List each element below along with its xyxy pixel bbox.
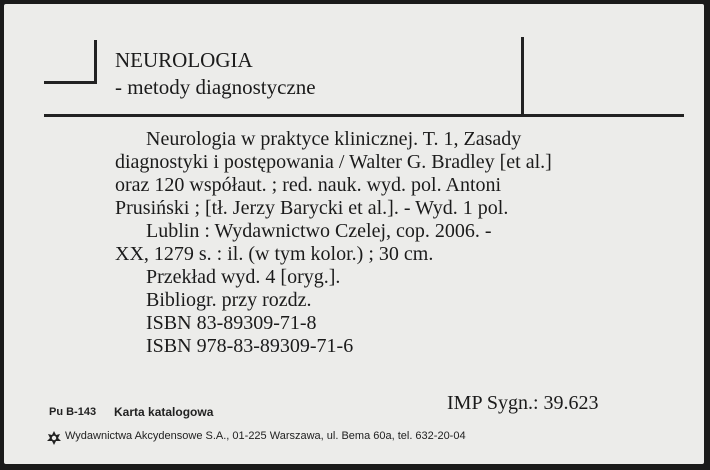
form-name: Karta katalogowa bbox=[114, 405, 214, 419]
header-right-rule bbox=[521, 37, 524, 117]
subject-heading: NEUROLOGIA bbox=[115, 48, 253, 72]
call-number: IMP Sygn.: 39.623 bbox=[447, 392, 599, 414]
entry-line-5: Lublin : Wydawnictwo Czelej, cop. 2006. - bbox=[146, 220, 492, 242]
publisher-logo-icon bbox=[46, 430, 62, 446]
subject-subheading: - metody diagnostyczne bbox=[115, 75, 316, 99]
entry-line-3: oraz 120 współaut. ; red. nauk. wyd. pol. Antoni bbox=[115, 174, 502, 196]
entry-line-8: Bibliogr. przy rozdz. bbox=[146, 289, 312, 311]
corner-bracket-horizontal bbox=[44, 81, 97, 84]
form-code: Pu B-143 bbox=[49, 406, 97, 418]
entry-line-6: XX, 1279 s. : il. (w tym kolor.) ; 30 cm. bbox=[115, 243, 434, 265]
publisher-line: Wydawnictwa Akcydensowe S.A., 01-225 Warszawa, ul. Bema 60a, tel. 632-20-04 bbox=[65, 430, 466, 442]
entry-line-1: Neurologia w praktyce klinicznej. T. 1, Zasady bbox=[146, 128, 522, 150]
entry-line-4: Prusiński ; [tł. Jerzy Barycki et al.]. - Wyd. 1 pol. bbox=[115, 197, 509, 219]
header-divider bbox=[44, 114, 684, 117]
corner-bracket-vertical bbox=[94, 40, 97, 84]
entry-line-2: diagnostyki i postępowania / Walter G. Bradley [et al.] bbox=[115, 151, 552, 173]
entry-line-9: ISBN 83-89309-71-8 bbox=[146, 312, 317, 334]
entry-line-10: ISBN 978-83-89309-71-6 bbox=[146, 335, 354, 357]
catalog-card bbox=[4, 4, 704, 464]
entry-line-7: Przekład wyd. 4 [oryg.]. bbox=[146, 266, 341, 288]
